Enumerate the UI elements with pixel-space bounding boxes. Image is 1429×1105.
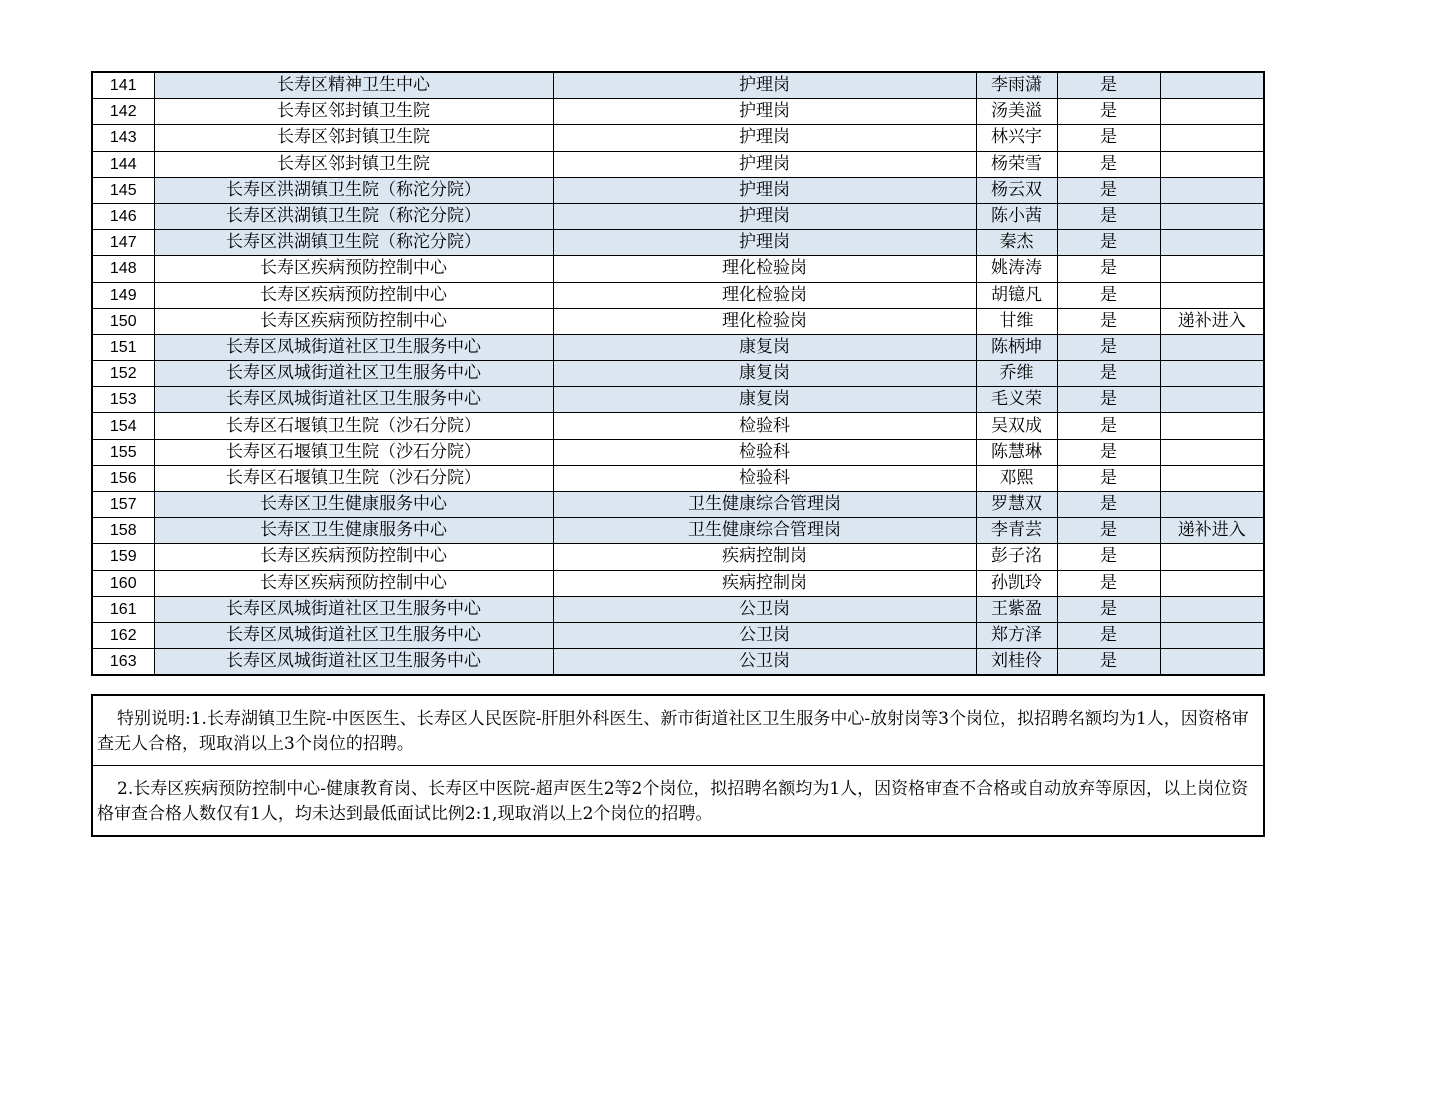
post-cell: 康复岗 xyxy=(553,387,976,413)
post-cell: 护理岗 xyxy=(553,203,976,229)
post-cell: 检验科 xyxy=(553,439,976,465)
post-cell: 康复岗 xyxy=(553,334,976,360)
unit-cell: 长寿区邻封镇卫生院 xyxy=(154,99,553,125)
qualified-cell: 是 xyxy=(1057,203,1160,229)
candidate-name-cell: 孙凯玲 xyxy=(976,570,1057,596)
unit-cell: 长寿区洪湖镇卫生院（称沱分院） xyxy=(154,230,553,256)
unit-cell: 长寿区精神卫生中心 xyxy=(154,72,553,99)
post-cell: 检验科 xyxy=(553,413,976,439)
post-cell: 理化检验岗 xyxy=(553,308,976,334)
candidate-name-cell: 李雨潇 xyxy=(976,72,1057,99)
candidate-name-cell: 郑方泽 xyxy=(976,622,1057,648)
table-row xyxy=(92,413,1264,439)
qualified-cell: 是 xyxy=(1057,125,1160,151)
unit-cell: 长寿区邻封镇卫生院 xyxy=(154,125,553,151)
remark-cell xyxy=(1160,544,1264,570)
post-cell: 公卫岗 xyxy=(553,622,976,648)
results-table-body xyxy=(92,72,1264,675)
table-row xyxy=(92,230,1264,256)
remark-cell xyxy=(1160,203,1264,229)
candidate-name-cell: 刘桂伶 xyxy=(976,649,1057,676)
serial-number-cell: 163 xyxy=(92,649,154,676)
table-row xyxy=(92,334,1264,360)
post-cell: 卫生健康综合管理岗 xyxy=(553,492,976,518)
unit-cell: 长寿区疾病预防控制中心 xyxy=(154,544,553,570)
remark-cell xyxy=(1160,334,1264,360)
unit-cell: 长寿区石堰镇卫生院（沙石分院） xyxy=(154,413,553,439)
unit-cell: 长寿区疾病预防控制中心 xyxy=(154,308,553,334)
serial-number-cell: 162 xyxy=(92,622,154,648)
unit-cell: 长寿区石堰镇卫生院（沙石分院） xyxy=(154,439,553,465)
serial-number-cell: 157 xyxy=(92,492,154,518)
remark-cell xyxy=(1160,465,1264,491)
remark-cell xyxy=(1160,99,1264,125)
remark-cell xyxy=(1160,413,1264,439)
serial-number-cell: 159 xyxy=(92,544,154,570)
post-cell: 护理岗 xyxy=(553,177,976,203)
post-cell: 理化检验岗 xyxy=(553,256,976,282)
qualified-cell: 是 xyxy=(1057,492,1160,518)
serial-number-cell: 154 xyxy=(92,413,154,439)
unit-cell: 长寿区疾病预防控制中心 xyxy=(154,282,553,308)
post-cell: 公卫岗 xyxy=(553,596,976,622)
results-table xyxy=(91,71,1265,676)
candidate-name-cell: 吴双成 xyxy=(976,413,1057,439)
table-row xyxy=(92,622,1264,648)
table-row xyxy=(92,544,1264,570)
qualified-cell: 是 xyxy=(1057,387,1160,413)
candidate-name-cell: 彭子洺 xyxy=(976,544,1057,570)
candidate-name-cell: 杨云双 xyxy=(976,177,1057,203)
post-cell: 护理岗 xyxy=(553,125,976,151)
remark-cell xyxy=(1160,596,1264,622)
table-row xyxy=(92,308,1264,334)
candidate-name-cell: 陈柄坤 xyxy=(976,334,1057,360)
candidate-name-cell: 林兴宇 xyxy=(976,125,1057,151)
serial-number-cell: 144 xyxy=(92,151,154,177)
serial-number-cell: 143 xyxy=(92,125,154,151)
table-row xyxy=(92,361,1264,387)
results-table-container xyxy=(91,71,1263,676)
table-row xyxy=(92,177,1264,203)
table-row xyxy=(92,465,1264,491)
table-row xyxy=(92,282,1264,308)
qualified-cell: 是 xyxy=(1057,334,1160,360)
unit-cell: 长寿区凤城街道社区卫生服务中心 xyxy=(154,649,553,676)
qualified-cell: 是 xyxy=(1057,518,1160,544)
serial-number-cell: 151 xyxy=(92,334,154,360)
serial-number-cell: 158 xyxy=(92,518,154,544)
table-row xyxy=(92,99,1264,125)
candidate-name-cell: 杨荣雪 xyxy=(976,151,1057,177)
serial-number-cell: 152 xyxy=(92,361,154,387)
remark-cell xyxy=(1160,387,1264,413)
candidate-name-cell: 汤美溢 xyxy=(976,99,1057,125)
remark-cell xyxy=(1160,361,1264,387)
qualified-cell: 是 xyxy=(1057,99,1160,125)
qualified-cell: 是 xyxy=(1057,230,1160,256)
table-row xyxy=(92,72,1264,99)
candidate-name-cell: 邓熙 xyxy=(976,465,1057,491)
table-row xyxy=(92,570,1264,596)
qualified-cell: 是 xyxy=(1057,177,1160,203)
unit-cell: 长寿区卫生健康服务中心 xyxy=(154,518,553,544)
table-row xyxy=(92,492,1264,518)
table-row xyxy=(92,387,1264,413)
table-row xyxy=(92,518,1264,544)
unit-cell: 长寿区凤城街道社区卫生服务中心 xyxy=(154,334,553,360)
qualified-cell: 是 xyxy=(1057,570,1160,596)
candidate-name-cell: 甘维 xyxy=(976,308,1057,334)
candidate-name-cell: 罗慧双 xyxy=(976,492,1057,518)
qualified-cell: 是 xyxy=(1057,413,1160,439)
qualified-cell: 是 xyxy=(1057,72,1160,99)
candidate-name-cell: 胡镱凡 xyxy=(976,282,1057,308)
qualified-cell: 是 xyxy=(1057,256,1160,282)
serial-number-cell: 156 xyxy=(92,465,154,491)
candidate-name-cell: 秦杰 xyxy=(976,230,1057,256)
remark-cell xyxy=(1160,649,1264,676)
unit-cell: 长寿区凤城街道社区卫生服务中心 xyxy=(154,622,553,648)
post-cell: 护理岗 xyxy=(553,72,976,99)
candidate-name-cell: 毛义荣 xyxy=(976,387,1057,413)
remark-cell xyxy=(1160,622,1264,648)
serial-number-cell: 161 xyxy=(92,596,154,622)
serial-number-cell: 155 xyxy=(92,439,154,465)
remark-cell xyxy=(1160,125,1264,151)
table-row xyxy=(92,256,1264,282)
unit-cell: 长寿区卫生健康服务中心 xyxy=(154,492,553,518)
unit-cell: 长寿区疾病预防控制中心 xyxy=(154,570,553,596)
remark-cell xyxy=(1160,282,1264,308)
post-cell: 护理岗 xyxy=(553,151,976,177)
post-cell: 理化检验岗 xyxy=(553,282,976,308)
table-row xyxy=(92,439,1264,465)
qualified-cell: 是 xyxy=(1057,151,1160,177)
candidate-name-cell: 陈慧琳 xyxy=(976,439,1057,465)
post-cell: 护理岗 xyxy=(553,99,976,125)
candidate-name-cell: 姚涛涛 xyxy=(976,256,1057,282)
qualified-cell: 是 xyxy=(1057,308,1160,334)
remark-cell: 递补进入 xyxy=(1160,308,1264,334)
serial-number-cell: 142 xyxy=(92,99,154,125)
serial-number-cell: 147 xyxy=(92,230,154,256)
special-notes xyxy=(91,694,1265,837)
candidate-name-cell: 陈小茜 xyxy=(976,203,1057,229)
remark-cell xyxy=(1160,177,1264,203)
unit-cell: 长寿区洪湖镇卫生院（称沱分院） xyxy=(154,203,553,229)
unit-cell: 长寿区洪湖镇卫生院（称沱分院） xyxy=(154,177,553,203)
serial-number-cell: 149 xyxy=(92,282,154,308)
post-cell: 护理岗 xyxy=(553,230,976,256)
table-row xyxy=(92,125,1264,151)
serial-number-cell: 160 xyxy=(92,570,154,596)
unit-cell: 长寿区凤城街道社区卫生服务中心 xyxy=(154,387,553,413)
post-cell: 卫生健康综合管理岗 xyxy=(553,518,976,544)
unit-cell: 长寿区邻封镇卫生院 xyxy=(154,151,553,177)
unit-cell: 长寿区凤城街道社区卫生服务中心 xyxy=(154,596,553,622)
qualified-cell: 是 xyxy=(1057,622,1160,648)
qualified-cell: 是 xyxy=(1057,544,1160,570)
unit-cell: 长寿区凤城街道社区卫生服务中心 xyxy=(154,361,553,387)
table-row xyxy=(92,596,1264,622)
remark-cell xyxy=(1160,256,1264,282)
qualified-cell: 是 xyxy=(1057,649,1160,676)
remark-cell xyxy=(1160,151,1264,177)
qualified-cell: 是 xyxy=(1057,596,1160,622)
serial-number-cell: 150 xyxy=(92,308,154,334)
remark-cell xyxy=(1160,230,1264,256)
serial-number-cell: 153 xyxy=(92,387,154,413)
remark-cell xyxy=(1160,492,1264,518)
serial-number-cell: 148 xyxy=(92,256,154,282)
serial-number-cell: 141 xyxy=(92,72,154,99)
table-row xyxy=(92,649,1264,676)
serial-number-cell: 146 xyxy=(92,203,154,229)
table-row xyxy=(92,151,1264,177)
post-cell: 公卫岗 xyxy=(553,649,976,676)
qualified-cell: 是 xyxy=(1057,465,1160,491)
remark-cell xyxy=(1160,570,1264,596)
remark-cell xyxy=(1160,439,1264,465)
table-row xyxy=(92,203,1264,229)
post-cell: 疾病控制岗 xyxy=(553,570,976,596)
unit-cell: 长寿区石堰镇卫生院（沙石分院） xyxy=(154,465,553,491)
qualified-cell: 是 xyxy=(1057,282,1160,308)
special-note-2: 2.长寿区疾病预防控制中心-健康教育岗、长寿区中医院-超声医生2等2个岗位，拟招聘名额均为1人，因资格审查不合格或自动放弃等原因，以上岗位资格审查合格人数仅有1人，均未达到最低面试比例2:1,现取消以上2个岗位的招聘。 xyxy=(93,765,1263,835)
post-cell: 检验科 xyxy=(553,465,976,491)
special-note-1: 特别说明:1.长寿湖镇卫生院-中医医生、长寿区人民医院-肝胆外科医生、新市街道社区卫生服务中心-放射岗等3个岗位，拟招聘名额均为1人，因资格审查无人合格，现取消以上3个岗位的招聘。 xyxy=(97,709,1249,754)
post-cell: 疾病控制岗 xyxy=(553,544,976,570)
candidate-name-cell: 王紫盈 xyxy=(976,596,1057,622)
serial-number-cell: 145 xyxy=(92,177,154,203)
candidate-name-cell: 乔维 xyxy=(976,361,1057,387)
qualified-cell: 是 xyxy=(1057,361,1160,387)
remark-cell: 递补进入 xyxy=(1160,518,1264,544)
remark-cell xyxy=(1160,72,1264,99)
post-cell: 康复岗 xyxy=(553,361,976,387)
unit-cell: 长寿区疾病预防控制中心 xyxy=(154,256,553,282)
candidate-name-cell: 李青芸 xyxy=(976,518,1057,544)
qualified-cell: 是 xyxy=(1057,439,1160,465)
